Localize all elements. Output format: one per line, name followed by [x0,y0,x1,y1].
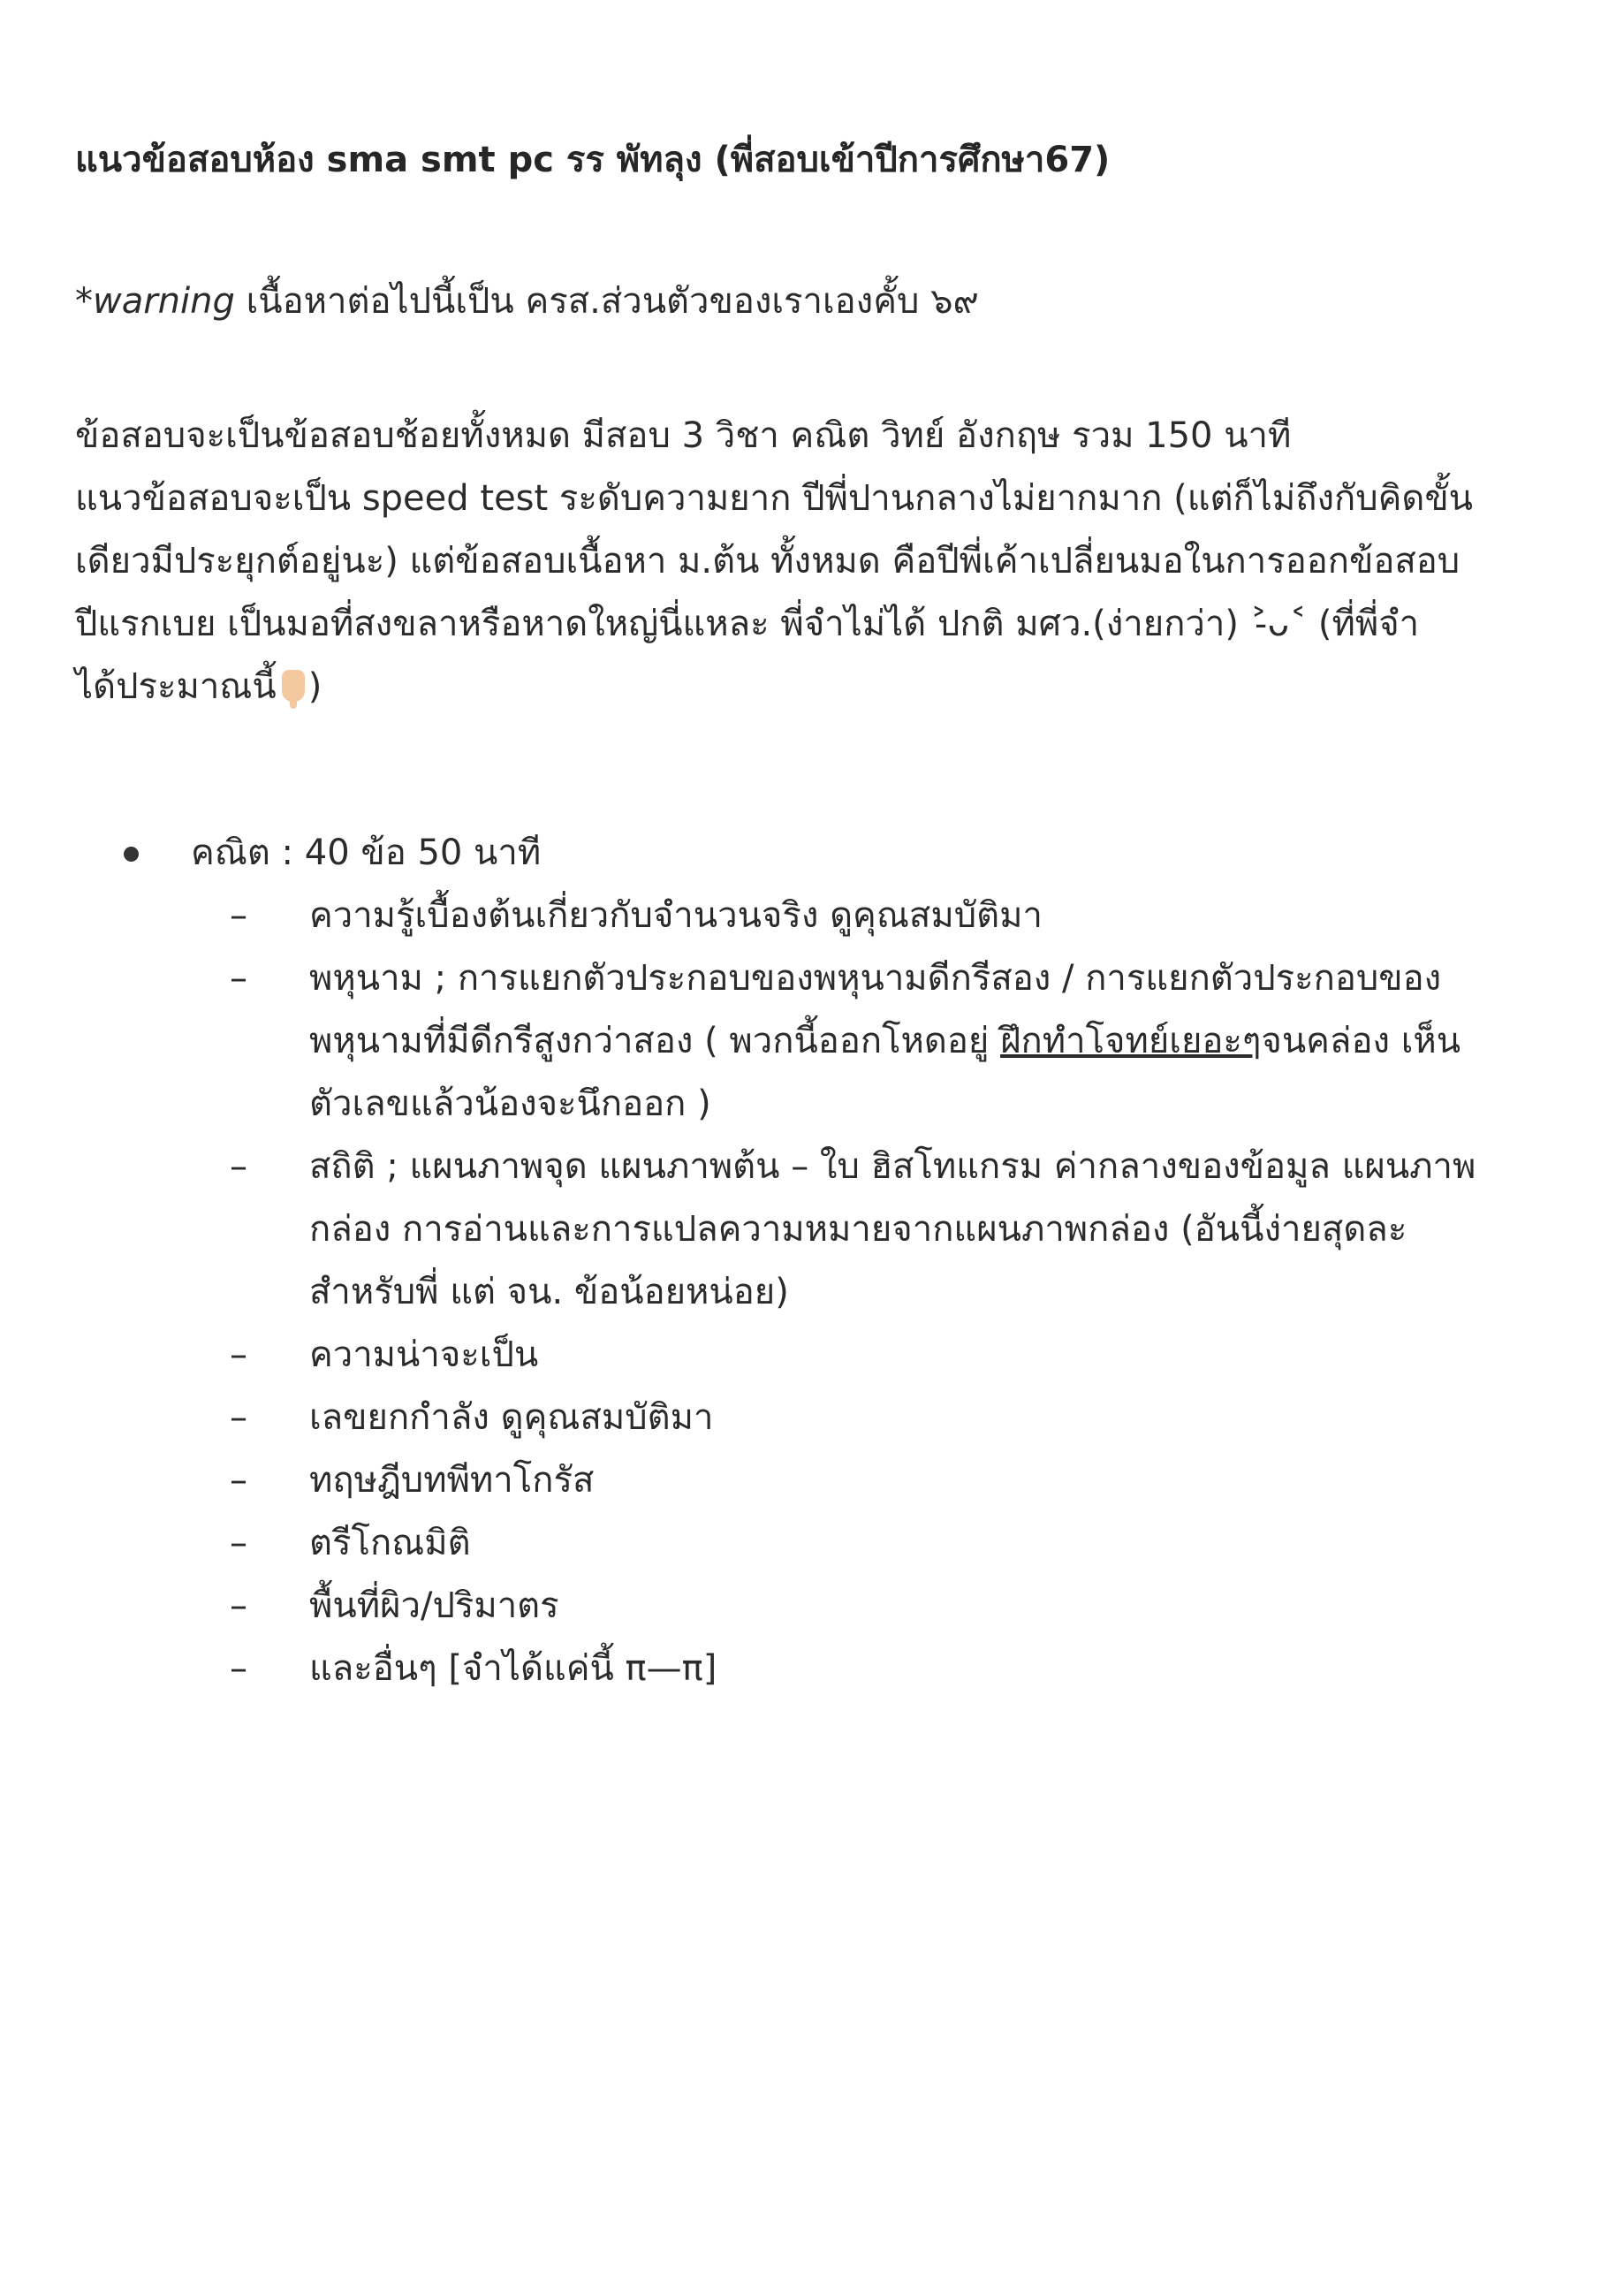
math-topic-list [230,885,1555,1700]
list-item-text: สถิติ ; แผนภาพจุด แผนภาพต้น – ใบ ฮิสโทแกรม ค่ากลางของข้อมูล แผนภาพ [309,1146,1476,1187]
list-item-text: พื้นที่ผิว/ปริมาตร [309,1585,559,1626]
list-item [230,1638,1555,1700]
math-heading-text: คณิต : 40 ข้อ 50 นาที [191,832,542,873]
dash-marker: – [230,958,247,999]
list-item [230,1575,1555,1638]
pointing-down-hand-icon [282,670,305,702]
dash-marker: – [230,1523,247,1563]
bullet-dot-icon [124,847,139,862]
dash-marker: – [230,1334,247,1375]
list-item-text [309,1010,1555,1073]
list-item [230,1324,1555,1387]
list-item-text: ทฤษฎีบทพีทาโกรัส [309,1460,595,1501]
list-item-text: ความน่าจะเป็น [309,1334,539,1375]
dash-marker: – [230,1397,247,1438]
list-item-text: และอื่นๆ [จำได้แค่นี้ π—π] [309,1648,717,1689]
list-item [230,1449,1555,1512]
list-item-text-part: พหุนามที่มีดีกรีสูงกว่าสอง ( พวกนี้ออกโหดอยู่ [309,1021,1001,1061]
list-item [230,1387,1555,1449]
dash-marker: – [230,1585,247,1626]
intro-line: ปีแรกเบย เป็นมอที่สงขลาหรือหาดใหญ่นี่แหละ พี่จำไม่ได้ ปกติ มศว.(ง่ายกว่า) ˃̵ᴗ˂ (ที่พี่จำ [75,604,1420,644]
list-item-text: ตรีโกณมิติ [309,1523,471,1563]
intro-line: ข้อสอบจะเป็นข้อสอบช้อยทั้งหมด มีสอบ 3 วิชา คณิต วิทย์ อังกฤษ รวม 150 นาที [75,415,1292,456]
underlined-advice: ฝึกทำโจทย์เยอะๆ [1000,1021,1262,1061]
dash-marker: – [230,1648,247,1689]
list-item-text: เลขยกกำลัง ดูคุณสมบัติมา [309,1397,714,1438]
intro-line-text: ได้ประมาณนี้ [75,666,277,707]
intro-line: เดียวมีประยุกต์อยู่นะ) แต่ข้อสอบเนื้อหา ม.ต้น ทั้งหมด คือปีพี่เค้าเปลี่ยนมอในการออกข้อสอบ [75,541,1460,582]
list-item [230,885,1555,947]
dash-marker: – [230,895,247,936]
warning-note [75,272,979,329]
intro-line [75,656,1577,718]
intro-line: แนวข้อสอบจะเป็น speed test ระดับความยาก ปีพี่ปานกลางไม่ยากมาก (แต่ก็ไม่ถึงกับคิดขั้น [75,478,1474,519]
list-item-text: ตัวเลขแล้วน้องจะนึกออก ) [309,1083,711,1124]
list-item [230,1512,1555,1575]
list-item [230,1136,1555,1324]
list-item-text: สำหรับพี่ แต่ จน. ข้อน้อยหน่อย) [309,1272,789,1312]
list-item-text: พหุนาม ; การแยกตัวประกอบของพหุนามดีกรีสอง / การแยกตัวประกอบของ [309,958,1442,999]
list-item [230,947,1555,1136]
warning-text: เนื้อหาต่อไปนี้เป็น ครส.ส่วนตัวของเราเองคั้บ ๖๙ [234,281,979,322]
list-item-text: ความรู้เบื้องต้นเกี่ยวกับจำนวนจริง ดูคุณสมบัติมา [309,895,1043,936]
list-item-text: กล่อง การอ่านและการแปลความหมายจากแผนภาพกล่อง (อันนี้ง่ายสุดละ [309,1209,1407,1250]
dash-marker: – [230,1460,247,1501]
warning-label: *warning [75,281,235,322]
intro-line-text-end: ) [307,666,322,707]
page-title: แนวข้อสอบห้อง sma smt pc รร พัทลุง (พี่สอบเข้าปีการศึกษา67) [75,140,1111,180]
dash-marker: – [230,1146,247,1187]
intro-paragraph [75,405,1577,718]
list-item-text-part: จนคล่อง เห็น [1261,1021,1461,1061]
